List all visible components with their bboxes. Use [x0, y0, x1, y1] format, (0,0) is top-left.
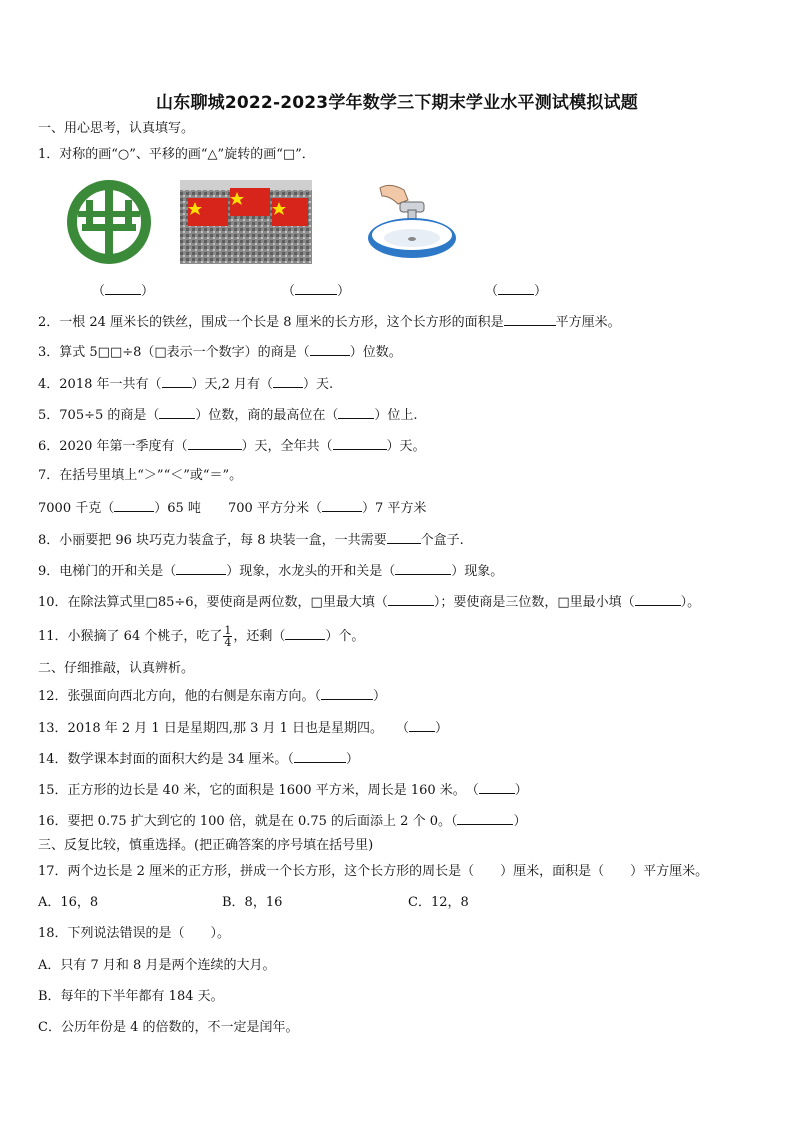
question-3: 3．算式 5□□÷8（□表示一个数字）的商是（ ）位数。 — [38, 342, 402, 362]
paren-close: ） — [337, 284, 351, 299]
paren-close: ） — [534, 284, 548, 299]
section-2-heading: 二、仔细推敲，认真辨析。 — [38, 661, 195, 676]
paren-open: （ — [485, 284, 499, 299]
paren-open: （ — [92, 284, 106, 299]
question-9: 9．电梯门的开和关是（ ）现象，水龙头的开和关是（ ）现象。 — [38, 561, 503, 581]
page-title: 山东聊城2022-2023学年数学三下期末学业水平测试模拟试题 — [156, 93, 638, 113]
question-7-sub-b: 700 平方分米（ ）7 平方米 — [228, 498, 426, 518]
q2-answer-blank[interactable] — [504, 312, 556, 326]
question-16: 16．要把 0.75 扩大到它的 100 倍，就是在 0.75 的后面添上 2 个 0。（ ） — [38, 811, 527, 831]
q8-answer-blank[interactable] — [387, 530, 421, 544]
q5-answer-blank-1[interactable] — [159, 405, 195, 419]
question-14: 14．数学课本封面的面积大约是 34 厘米。（ ） — [38, 749, 359, 769]
q16-answer-blank[interactable] — [457, 811, 513, 825]
question-15: 15．正方形的边长是 40 米，它的面积是 1600 平方米，周长是 160 米。 （ ） — [38, 780, 528, 800]
question-11: 11．小猴摘了 64 个桃子，吃了 $\frac{1}{4}$ ，还剩（ ）个。 — [38, 624, 365, 649]
question-6: 6．2020 年第一季度有（ ）天，全年共（ ）天。 — [38, 436, 426, 456]
section-3-heading: 三、反复比较，慎重选择。(把正确答案的序号填在括号里) — [38, 838, 374, 853]
q17-option-c[interactable]: C．12，8 — [408, 895, 469, 910]
q4-answer-blank-1[interactable] — [162, 374, 192, 388]
paren-close: ） — [141, 284, 155, 299]
question-10: 10．在除法算式里□85÷6，要使商是两位数，□里最大填（ ）；要使商是三位数，□里最小填（ ）。 — [38, 592, 700, 612]
question-4: 4．2018 年一共有（ ）天,2 月有（ ）天. — [38, 374, 333, 394]
paren-open: （ — [282, 284, 296, 299]
q14-answer-blank[interactable] — [294, 749, 346, 763]
flag-raising-photo — [180, 180, 312, 264]
question-7-sub-a: 7000 千克（ ）65 吨 — [38, 498, 201, 518]
section-1-heading: 一、用心思考，认真填写。 — [38, 121, 195, 136]
question-2: 2．一根 24 厘米长的铁丝，围成一个长是 8 厘米的长方形，这个长方形的面积是 平方厘米。 — [38, 312, 621, 332]
question-7: 7．在括号里填上“＞”“＜”或“＝”。 — [38, 468, 243, 483]
q1-answer-1[interactable] — [92, 280, 154, 299]
q18-option-b[interactable]: B．每年的下半年都有 184 天。 — [38, 989, 224, 1004]
q6-answer-blank-2[interactable] — [333, 436, 387, 450]
q7-answer-blank-2[interactable] — [322, 498, 362, 512]
q18-option-a[interactable]: A．只有 7 月和 8 月是两个连续的大月。 — [38, 958, 276, 973]
q1-answer-2[interactable] — [282, 280, 350, 299]
question-18: 18．下列说法错误的是（ ）。 — [38, 926, 231, 941]
question-17: 17．两个边长是 2 厘米的正方形，拼成一个长方形，这个长方形的周长是（ ）厘米，面积是（ ）平方厘米。 — [38, 864, 709, 879]
q5-answer-blank-2[interactable] — [338, 405, 374, 419]
q17-option-b[interactable]: B．8，16 — [222, 895, 283, 910]
fraction-one-quarter: $\frac{1}{4}$ — [224, 624, 232, 649]
question-8: 8．小丽要把 96 块巧克力装盒子，每 8 块装一盒，一共需要 个盒子. — [38, 530, 464, 550]
faucet-basin-image — [346, 180, 462, 264]
q3-answer-blank[interactable] — [310, 342, 350, 356]
q9-answer-blank-2[interactable] — [395, 561, 451, 575]
q10-answer-blank-1[interactable] — [388, 592, 434, 606]
q4-answer-blank-2[interactable] — [273, 374, 303, 388]
q11-answer-blank[interactable] — [285, 626, 325, 640]
q1-answer-3[interactable] — [485, 280, 547, 299]
question-12: 12．张强面向西北方向，他的右侧是东南方向。（ ） — [38, 686, 386, 706]
q18-option-c[interactable]: C．公历年份是 4 的倍数的，不一定是闰年。 — [38, 1020, 299, 1035]
q15-answer-blank[interactable] — [479, 780, 515, 794]
q12-answer-blank[interactable] — [321, 686, 373, 700]
question-1: 1．对称的画“○”、平移的画“△”旋转的画“□”． — [38, 147, 315, 162]
q9-answer-blank-1[interactable] — [176, 561, 226, 575]
question-5: 5．705÷5 的商是（ ）位数，商的最高位在（ ）位上. — [38, 405, 418, 425]
q17-option-a[interactable]: A．16，8 — [38, 895, 99, 910]
q10-answer-blank-2[interactable] — [635, 592, 681, 606]
question-13: 13．2018 年 2 月 1 日是星期四,那 3 月 1 日也是星期四。 （ ） — [38, 718, 448, 738]
bank-logo-image — [62, 180, 156, 264]
q6-answer-blank-1[interactable] — [188, 436, 242, 450]
q7-answer-blank-1[interactable] — [114, 498, 154, 512]
q13-answer-blank[interactable] — [409, 718, 435, 732]
